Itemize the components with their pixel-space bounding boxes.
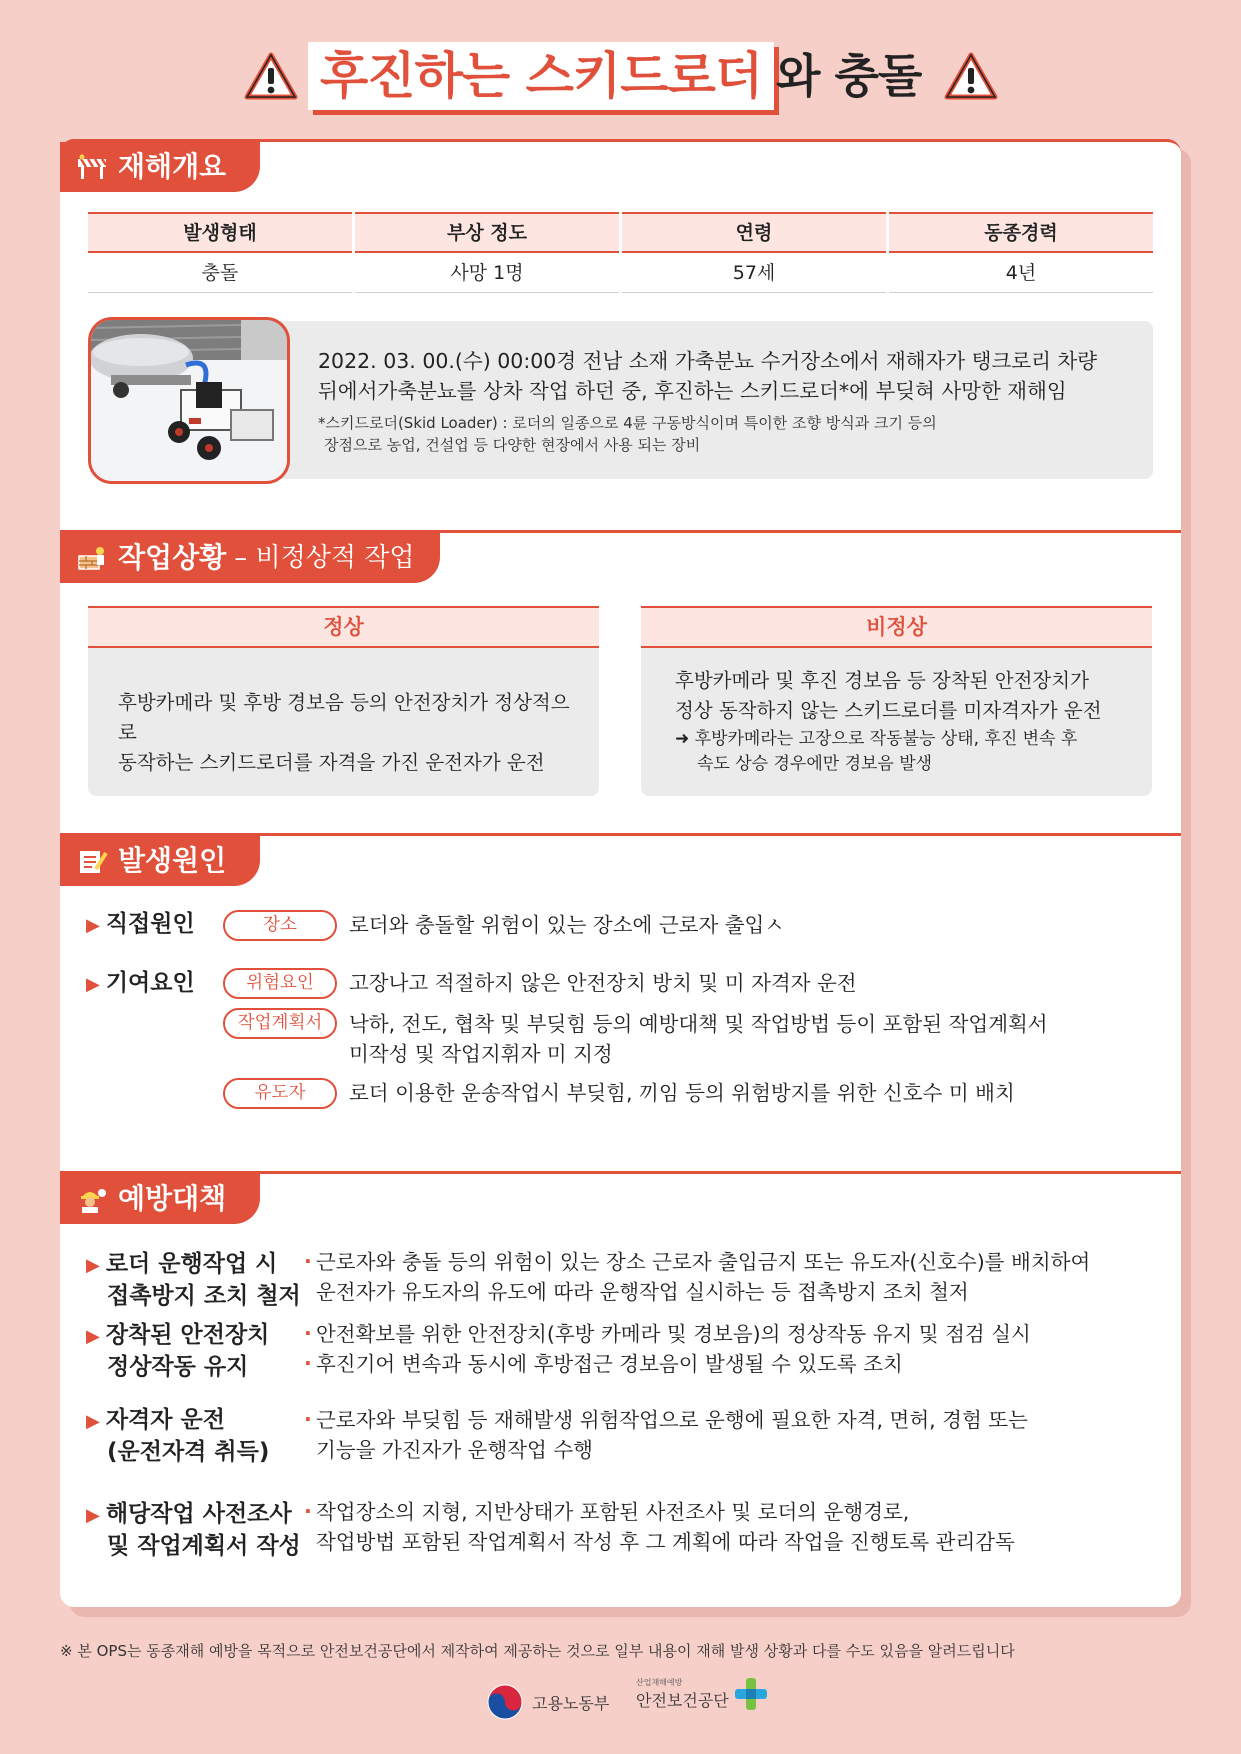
prevention-title-line: 자격자 운전 xyxy=(105,1407,225,1433)
prevention-text xyxy=(304,1247,1090,1307)
page-title-rest: 와 충돌 xyxy=(776,49,922,103)
section-title-work: 작업상황 xyxy=(118,541,227,574)
summary-value-cell: 4년 xyxy=(889,253,1153,293)
prevention-line: 운전자가 유도자의 유도에 따라 운행작업 실시하는 등 접촉방지 조치 철저 xyxy=(316,1280,969,1304)
normal-text xyxy=(118,688,588,778)
summary-value-cell: 57세 xyxy=(622,253,886,293)
summary-header-cell: 연령 xyxy=(622,212,886,253)
cause-text xyxy=(349,1009,1048,1069)
prevention-line: · 작업장소의 지형, 지반상태가 포함된 사전조사 및 로더의 운행경로, xyxy=(304,1497,1015,1527)
checklist-icon xyxy=(76,847,108,875)
prevention-text xyxy=(304,1405,1028,1465)
incident-note-line: 장점으로 농업, 건설업 등 다양한 현장에서 사용 되는 장비 xyxy=(324,436,701,454)
abnormal-subtext xyxy=(675,727,1145,777)
cause-text: 고장나고 적절하지 않은 안전장치 방치 및 미 자격자 운전 xyxy=(349,971,857,995)
section-header-work xyxy=(60,533,440,583)
prevention-line: 작업방법 포함된 작업계획서 작성 후 그 계획에 따라 작업을 진행토록 관리감독 xyxy=(316,1530,1015,1554)
footnote: ※ 본 OPS는 동종재해 예방을 목적으로 안전보건공단에서 제작하여 제공하는 것으로 일부 내용이 재해 발생 상황과 다를 수도 있음을 알려드립니다 xyxy=(60,1642,1015,1660)
contributing-factor-label: 기여요인 xyxy=(105,970,195,996)
cause-tag: 위험요인 xyxy=(223,968,337,999)
cause-tag: 작업계획서 xyxy=(223,1008,337,1039)
prevention-line: · 후진기어 변속과 동시에 후방접근 경보음이 발생될 수 있도록 조치 xyxy=(304,1349,1031,1379)
cause-text: 로더 이용한 운송작업시 부딪힘, 끼임 등의 위험방지를 위한 신호수 미 배치 xyxy=(349,1081,1015,1105)
abnormal-line: 후방카메라 및 후진 경보음 등 장착된 안전장치가 xyxy=(675,669,1089,692)
prevention-title: ▶ 장착된 안전장치 정상작동 유지 xyxy=(86,1322,270,1380)
prevention-title-line: 해당작업 사전조사 xyxy=(105,1501,292,1527)
cause-text: 로더와 충돌할 위험이 있는 장소에 근로자 출입ㅅ xyxy=(349,913,785,937)
agency-text xyxy=(636,1677,729,1711)
summary-header-cell: 발생형태 xyxy=(88,212,352,253)
summary-header-cell: 부상 정도 xyxy=(355,212,619,253)
cause-tag: 장소 xyxy=(223,910,337,941)
prevention-title-line: 접촉방지 조치 철저 xyxy=(107,1283,301,1309)
cause-tag: 유도자 xyxy=(223,1078,337,1109)
direct-cause-label: 직접원인 xyxy=(105,911,195,937)
contributing-factor-title: ▶ 기여요인 xyxy=(86,970,195,996)
direct-cause-title: ▶ 직접원인 xyxy=(86,911,195,937)
agency-small-name: 산업재해예방 xyxy=(636,1678,683,1687)
worker-icon xyxy=(76,1185,108,1213)
normal-box xyxy=(88,606,599,796)
page-title: 후진하는 스키드로더 xyxy=(320,47,763,105)
prevention-line: · 근로자와 충돌 등의 위험이 있는 장소 근로자 출입금지 또는 유도자(신호수)를 배치하여 xyxy=(304,1247,1090,1277)
abnormal-line: 정상 동작하지 않는 스키드로더를 미자격자가 운전 xyxy=(675,699,1102,722)
abnormal-sub-line: 속도 상승 경우에만 경보음 발생 xyxy=(697,754,933,774)
prevention-line: · 근로자와 부딪힘 등 재해발생 위험작업으로 운행에 필요한 자격, 면허, 경험 또는 xyxy=(304,1405,1028,1435)
section-title-cause: 발생원인 xyxy=(118,844,227,877)
abnormal-label: 비정상 xyxy=(641,606,1152,648)
normal-label: 정상 xyxy=(88,606,599,648)
agency-cross-icon xyxy=(733,1676,769,1712)
taegeuk-icon xyxy=(486,1683,524,1721)
prevention-title-line: 및 작업계획서 작성 xyxy=(107,1533,301,1559)
prevention-text xyxy=(304,1319,1031,1379)
title-row xyxy=(0,38,1241,118)
prevention-title: ▶ 해당작업 사전조사 및 작업계획서 작성 xyxy=(86,1501,301,1559)
incident-line: 뒤에서가축분뇨를 상차 작업 하던 중, 후진하는 스키드로더*에 부딪혀 사망한 재해임 xyxy=(318,379,1067,403)
incident-note xyxy=(318,412,1138,456)
section-header-overview xyxy=(60,142,260,192)
prevention-title-line: 정상작동 유지 xyxy=(107,1354,249,1380)
section-header-cause xyxy=(60,836,260,886)
warning-icon xyxy=(944,52,998,100)
summary-value-cell: 충돌 xyxy=(88,253,352,293)
agency-name: 안전보건공단 xyxy=(636,1691,729,1710)
ministry-logo xyxy=(486,1683,609,1721)
barrier-icon xyxy=(76,153,108,181)
prevention-line: 기능을 가진자가 운행작업 수행 xyxy=(316,1438,593,1462)
prevention-text xyxy=(304,1497,1015,1557)
ministry-name: 고용노동부 xyxy=(532,1693,610,1713)
agency-logo xyxy=(636,1676,769,1712)
prevention-title: ▶ 자격자 운전 (운전자격 취득) xyxy=(86,1407,270,1465)
incident-line: 2022. 03. 00.(수) 00:00경 전남 소재 가축분뇨 수거장소에서 재해자가 탱크로리 차량 xyxy=(318,349,1098,373)
section-subtitle-work: – 비정상적 작업 xyxy=(234,543,415,573)
abnormal-text xyxy=(675,666,1145,726)
abnormal-box xyxy=(641,606,1152,796)
prevention-line: · 안전확보를 위한 안전장치(후방 카메라 및 경보음)의 정상작동 유지 및 점검 실시 xyxy=(304,1319,1031,1349)
title-highlight-box xyxy=(308,42,774,110)
summary-table xyxy=(88,212,1153,293)
prevention-title-line: 로더 운행작업 시 xyxy=(105,1251,278,1277)
prevention-title-line: 장착된 안전장치 xyxy=(105,1322,270,1348)
normal-line: 동작하는 스키드로더를 자격을 가진 운전자가 운전 xyxy=(118,751,545,774)
cause-line: 미작성 및 작업지휘자 미 지정 xyxy=(349,1042,613,1066)
work-icon xyxy=(76,544,108,572)
section-header-prevention xyxy=(60,1174,260,1224)
incident-text xyxy=(318,346,1138,406)
normal-line: 후방카메라 및 후방 경보음 등의 안전장치가 정상적으로 xyxy=(118,691,570,744)
section-title-prevention: 예방대책 xyxy=(118,1182,227,1215)
summary-value-cell: 사망 1명 xyxy=(355,253,619,293)
skid-loader-illustration xyxy=(91,320,287,481)
section-title-overview: 재해개요 xyxy=(118,150,227,183)
incident-illustration xyxy=(88,317,290,484)
summary-header-cell: 동종경력 xyxy=(889,212,1153,253)
cause-line: 낙하, 전도, 협착 및 부딪힘 등의 예방대책 및 작업방법 등이 포함된 작업계획서 xyxy=(349,1012,1048,1036)
prevention-title: ▶ 로더 운행작업 시 접촉방지 조치 철저 xyxy=(86,1251,301,1309)
warning-icon xyxy=(244,52,298,100)
summary-header-row xyxy=(88,212,1153,253)
abnormal-sub-line: ➜ 후방카메라는 고장으로 작동불능 상태, 후진 변속 후 xyxy=(675,729,1078,749)
summary-value-row xyxy=(88,253,1153,293)
incident-note-line: *스키드로더(Skid Loader) : 로더의 일종으로 4륜 구동방식이며 특이한 조향 방식과 크기 등의 xyxy=(318,414,937,432)
prevention-title-line: (운전자격 취득) xyxy=(107,1439,270,1465)
